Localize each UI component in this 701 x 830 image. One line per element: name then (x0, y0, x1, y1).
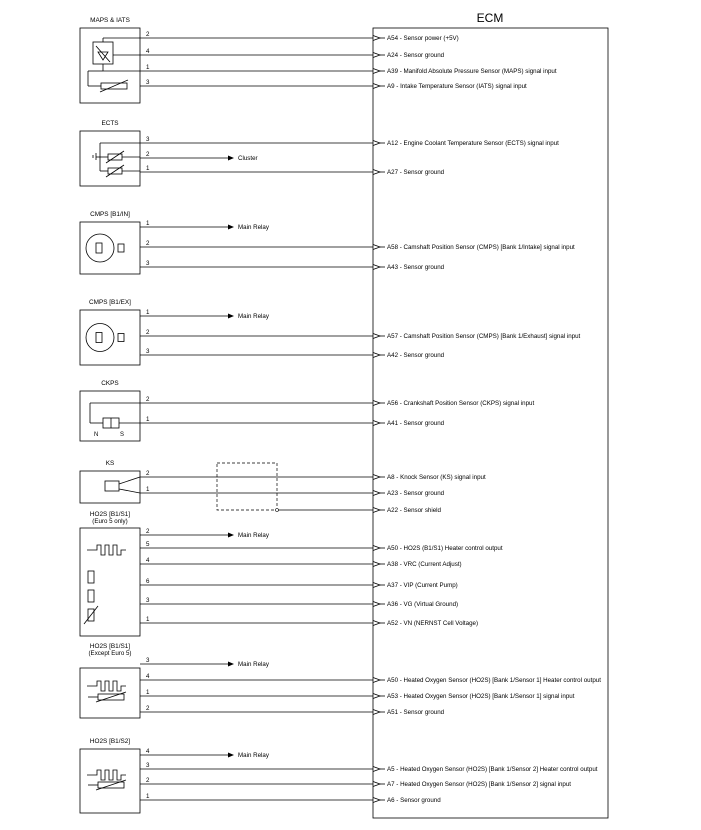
sensor-box (80, 310, 140, 365)
ecm-terminal (373, 782, 380, 787)
cmps-hall-element (96, 333, 102, 343)
pin-number: 2 (146, 528, 150, 535)
pin-number: 2 (146, 470, 150, 477)
pin-number: 1 (146, 165, 150, 172)
cmps-terminal-icon (118, 334, 124, 342)
ecm-terminal (373, 36, 380, 41)
pin-number: 6 (146, 578, 150, 585)
sensor-6 (80, 460, 486, 514)
ecm-pin-label: A9 - Intake Temperature Sensor (IATS) signal input (387, 83, 527, 90)
arrow-icon (228, 533, 234, 538)
sensor-box (80, 131, 140, 186)
sensor-subtitle: (Except Euro 5) (88, 650, 132, 657)
ecm-terminal (373, 621, 380, 626)
ecm-terminal (373, 475, 380, 480)
pin-number: 4 (146, 673, 150, 680)
cmps-hall-element (96, 243, 102, 253)
sensor-title: CKPS (101, 380, 119, 387)
pin-number: 1 (146, 309, 150, 316)
ecm-pin-label: A27 - Sensor ground (387, 169, 445, 176)
heater-element-icon (87, 770, 126, 780)
pin-number: 3 (146, 657, 150, 664)
heater-element-icon (87, 545, 126, 555)
ks-piezo-icon (105, 481, 119, 491)
oxygen-sensor-slash (96, 692, 126, 702)
cmps-terminal-icon (118, 244, 124, 252)
ks-lead (119, 489, 140, 493)
ecm-terminal (373, 546, 380, 551)
ecm-terminal (373, 583, 380, 588)
external-connection-label: Cluster (238, 155, 258, 162)
ecm-terminal (373, 491, 380, 496)
ecm-pin-label: A57 - Camshaft Position Sensor (CMPS) [Bank 1/Exhaust] signal input (387, 333, 581, 340)
ecm-pin-label: A6 - Sensor ground (387, 797, 441, 804)
sensor-box (80, 668, 140, 718)
ecm-title: ECM (476, 11, 504, 25)
sensor-4 (80, 299, 581, 365)
external-connection-label: Main Relay (238, 532, 269, 539)
sensor-title: CMPS [B1/EX] (89, 299, 131, 306)
sensor-2 (80, 120, 559, 186)
ecm-pin-label: A24 - Sensor ground (387, 52, 445, 59)
ecm-pin-label: A37 - VIP (Current Pump) (387, 582, 458, 589)
pin-number: 2 (146, 396, 150, 403)
sensor-3 (80, 211, 575, 274)
sensor-9 (80, 738, 598, 813)
ecm-pin-label: A36 - VG (Virtual Ground) (387, 601, 459, 608)
sensor-title: HO2S [B1/S1] (89, 643, 131, 650)
sensor-title: HO2S [B1/S1] (89, 511, 131, 518)
ecm-pin-label: A5 - Heated Oxygen Sensor (HO2S) [Bank 1/Sensor 2] Heater control output (387, 766, 598, 773)
ecm-pin-label: A12 - Engine Coolant Temperature Sensor (ECTS) signal input (387, 140, 559, 147)
ecm-pin-label: A50 - Heated Oxygen Sensor (HO2S) [Bank 1/Sensor 1] Heater control output (387, 677, 601, 684)
pin-number: 2 (146, 31, 150, 38)
arrow-icon (228, 753, 234, 758)
pin-number: 1 (146, 416, 150, 423)
ecm-terminal (373, 508, 380, 513)
ecm-terminal (373, 353, 380, 358)
sensor-box (80, 471, 140, 503)
oxygen-sensor-slash (96, 780, 126, 790)
sensor-box (80, 528, 140, 636)
ects-thermistor-slash (106, 165, 124, 177)
ecm-terminal (373, 767, 380, 772)
sensor-7 (80, 511, 503, 636)
pin-number: 3 (146, 79, 150, 86)
ecm-pin-label: A51 - Sensor ground (387, 709, 445, 716)
pin-number: 2 (146, 240, 150, 247)
pin-number: 4 (146, 748, 150, 755)
sensor-subtitle: (Euro 5 only) (92, 518, 128, 525)
ecm-pin-label: A8 - Knock Sensor (KS) signal input (387, 474, 486, 481)
sensor-box (80, 222, 140, 274)
pin-number: 3 (146, 597, 150, 604)
ecm-terminal (373, 69, 380, 74)
iats-thermistor-slash (100, 80, 128, 92)
pin-number: 1 (146, 616, 150, 623)
maps-diode-icon (98, 52, 108, 60)
ecm-terminal (373, 694, 380, 699)
ecm-terminal (373, 401, 380, 406)
sensor-title: ECTS (101, 120, 119, 127)
ecm-pin-label: A42 - Sensor ground (387, 352, 445, 359)
ecm-terminal (373, 421, 380, 426)
ects-thermistor-slash (106, 151, 124, 163)
sensor-box (80, 391, 140, 441)
pin-number: 4 (146, 557, 150, 564)
sensor-1 (80, 17, 557, 103)
ecm-terminal (373, 245, 380, 250)
ecm-pin-label: A38 - VRC (Current Adjust) (387, 561, 462, 568)
ecm-terminal (373, 710, 380, 715)
ckps-s-label: S (120, 432, 125, 438)
ecm-pin-label: A53 - Heated Oxygen Sensor (HO2S) [Bank 1/Sensor 1] signal input (387, 693, 575, 700)
pin-number: 2 (146, 777, 150, 784)
ecm-terminal (373, 678, 380, 683)
ecm-pin-label: A22 - Sensor shield (387, 507, 441, 514)
ecm-terminal (373, 170, 380, 175)
ecm-pin-label: A58 - Camshaft Position Sensor (CMPS) [Bank 1/Intake] signal input (387, 244, 575, 251)
pin-number: 3 (146, 260, 150, 267)
pin-number: 3 (146, 348, 150, 355)
arrow-icon (228, 225, 234, 230)
ecm-terminal (373, 141, 380, 146)
sensor-5 (80, 380, 534, 441)
ks-lead (119, 477, 140, 484)
arrow-icon (228, 314, 234, 319)
ecm-pin-label: A39 - Manifold Absolute Pressure Sensor (MAPS) signal input (387, 68, 557, 75)
ecm-terminal (373, 53, 380, 58)
ecm-terminal (373, 602, 380, 607)
pin-number: 4 (146, 48, 150, 55)
ecm-terminal (373, 265, 380, 270)
ecm-terminal (373, 84, 380, 89)
shield-ground-node (276, 509, 279, 512)
pin-number: 2 (146, 151, 150, 158)
sensor-box (80, 28, 140, 103)
pin-number: 3 (146, 136, 150, 143)
external-connection-label: Main Relay (238, 313, 269, 320)
pump-cell-icon (88, 571, 94, 583)
pin-number: 1 (146, 220, 150, 227)
sensor-box (80, 749, 140, 813)
ecm-pin-label: A50 - HO2S (B1/S1) Heater control output (387, 545, 503, 552)
heater-element-icon (87, 681, 126, 691)
pin-number: 2 (146, 705, 150, 712)
ecm-terminal (373, 334, 380, 339)
cmps-sensor-circle (86, 234, 114, 262)
external-connection-label: Main Relay (238, 752, 269, 759)
ecm-pin-label: A41 - Sensor ground (387, 420, 445, 427)
ckps-n-label: N (94, 432, 99, 438)
ecm-terminal (373, 562, 380, 567)
shield-box (217, 463, 277, 510)
pin-number: 5 (146, 541, 150, 548)
arrow-icon (228, 156, 234, 161)
pin-number: 1 (146, 486, 150, 493)
external-connection-label: Main Relay (238, 661, 269, 668)
sensor-title: CMPS [B1/IN] (90, 211, 130, 218)
pin-number: 1 (146, 64, 150, 71)
arrow-icon (228, 662, 234, 667)
ecm-pin-label: A56 - Crankshaft Position Sensor (CKPS) signal input (387, 400, 535, 407)
cmps-sensor-circle (86, 324, 114, 352)
ecm-pin-label: A23 - Sensor ground (387, 490, 445, 497)
pin-number: 3 (146, 762, 150, 769)
external-connection-label: Main Relay (238, 224, 269, 231)
ecm-pin-label: A54 - Sensor power (+5V) (387, 35, 459, 42)
pin-number: 2 (146, 329, 150, 336)
sensor-title: MAPS & IATS (90, 17, 130, 24)
sensor-8 (80, 643, 601, 718)
ecm-pin-label: A52 - VN (NERNST Cell Voltage) (387, 620, 479, 627)
ecm-pin-label: A43 - Sensor ground (387, 264, 445, 271)
sensor-title: KS (105, 460, 115, 467)
ground-cell-icon (88, 590, 94, 602)
sensor-title: HO2S [B1/S2] (89, 738, 131, 745)
ecm-terminal (373, 798, 380, 803)
pin-number: 1 (146, 793, 150, 800)
pin-number: 1 (146, 689, 150, 696)
ecm-pin-label: A7 - Heated Oxygen Sensor (HO2S) [Bank 1/Sensor 2] signal input (387, 781, 572, 788)
